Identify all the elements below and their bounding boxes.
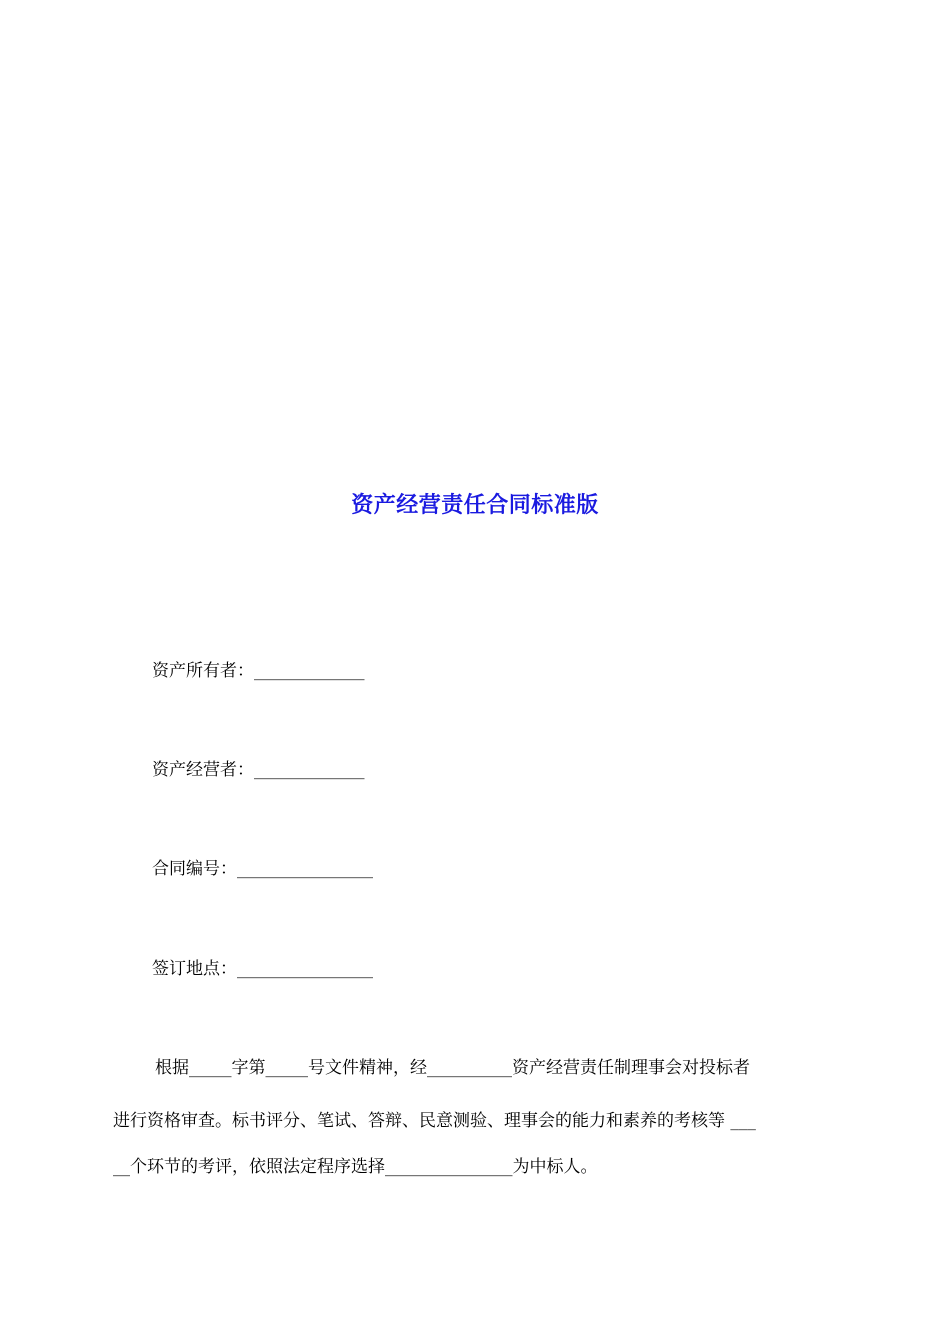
field-contract-number-label: 合同编号： [152,859,237,879]
paragraph-line-1: 根据_____字第_____号文件精神，经__________资产经营责任制理事会对投标者 [155,1058,750,1078]
field-asset-owner-label: 资产所有者： [152,661,254,681]
field-asset-operator [152,759,365,781]
field-signing-place-label: 签订地点： [152,959,237,979]
document-title: 资产经营责任合同标准版 [351,492,599,518]
field-asset-operator-label: 资产经营者： [152,760,254,780]
paragraph-line-2: 进行资格审查。标书评分、笔试、答辩、民意测验、理事会的能力和素养的考核等 ___ [113,1111,756,1131]
field-contract-number [152,858,373,880]
field-asset-owner-blank: _____________ [254,661,365,681]
paragraph-line-3: __个环节的考评，依照法定程序选择_______________为中标人。 [113,1157,598,1177]
field-asset-operator-blank: _____________ [254,760,365,780]
field-signing-place-blank: ________________ [237,959,373,979]
field-contract-number-blank: ________________ [237,859,373,879]
field-asset-owner [152,660,365,682]
field-signing-place [152,958,373,980]
